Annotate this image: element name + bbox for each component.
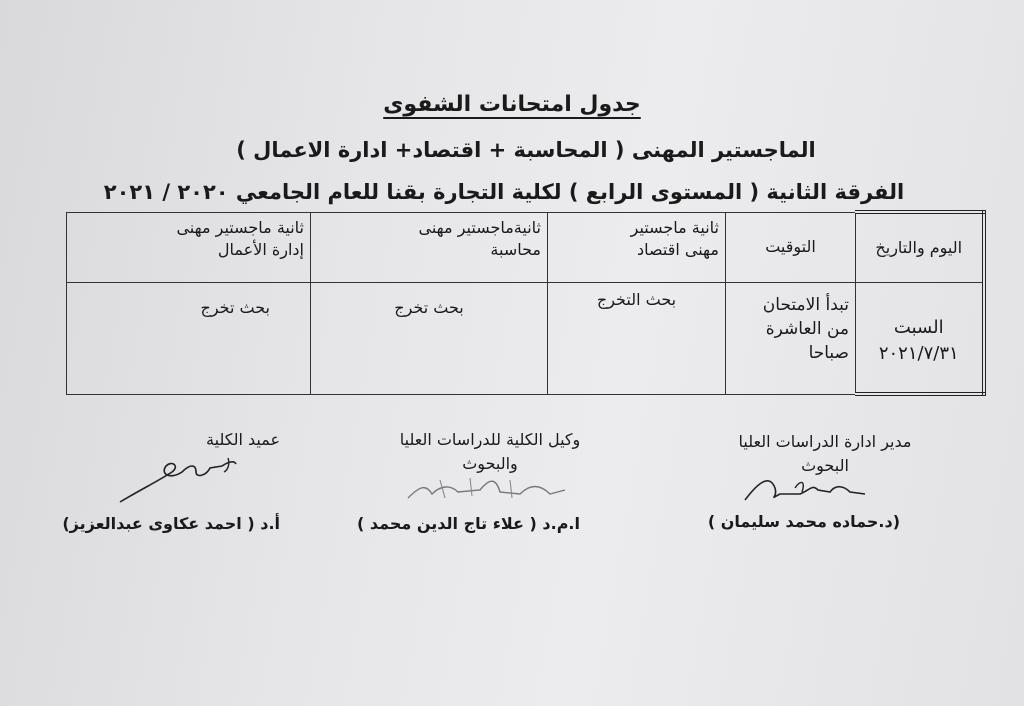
table-header-row: [67, 212, 984, 283]
signature-role: عميد الكلية: [206, 430, 280, 449]
cell-economics-text: بحث التخرج: [596, 290, 677, 309]
cell-day-date-text: السبت ٢٠٢١/٧/٣١: [878, 316, 959, 364]
header-accounting-text: ثانيةماجستير مهنى محاسبة: [418, 217, 541, 259]
document-title-text: جدول امتحانات الشفوى: [383, 92, 641, 117]
header-business-text: ثانية ماجستير مهنى إدارة الأعمال: [176, 217, 304, 259]
handwritten-signature-icon: [740, 470, 870, 510]
header-business: [67, 212, 311, 283]
signature-role: وكيل الكلية للدراسات العليا والبحوث: [399, 430, 581, 473]
signatory-name: ا.م.د ( علاء تاج الدين محمد ): [357, 514, 580, 533]
exam-schedule-table: [66, 210, 986, 396]
header-timing-text: التوقيت: [765, 237, 816, 257]
handwritten-signature-icon: [110, 450, 250, 510]
signature-block-dean: [50, 428, 290, 533]
cell-timing: [726, 283, 856, 395]
signature-block-vice-dean: [357, 428, 600, 533]
program-line: الماجستير المهنى ( المحاسبة + اقتصاد+ ادارة الاعمال ): [236, 138, 816, 162]
cell-accounting: [311, 283, 548, 395]
signature-block-graduate-director: [700, 430, 950, 531]
cell-business: [67, 283, 311, 395]
table-row: [67, 283, 984, 395]
header-day-date: [856, 212, 984, 283]
signatory-name: (د.حماده محمد سليمان ): [707, 512, 900, 531]
signatory-name: أ.د ( احمد عكاوى عبدالعزيز): [62, 514, 280, 533]
cell-day-date: [856, 283, 984, 395]
document-title: [0, 92, 1024, 117]
header-day-date-text: اليوم والتاريخ: [875, 238, 963, 257]
header-economics-text: ثانية ماجستير مهنى اقتصاد: [630, 217, 719, 259]
header-accounting: [311, 212, 548, 283]
cell-economics: [548, 283, 726, 395]
stamp-signature-icon: [400, 468, 570, 508]
cell-accounting-text: بحث تخرج: [394, 298, 464, 317]
cell-timing-text: تبدأ الامتحان من العاشرة صباحا: [762, 295, 849, 363]
header-timing: [726, 212, 856, 283]
signature-role: مدير ادارة الدراسات العليا البحوث: [738, 432, 912, 475]
cell-business-text: بحث تخرج: [200, 298, 270, 317]
level-line: الفرقة الثانية ( المستوى الرابع ) لكلية التجارة بقنا للعام الجامعي ٢٠٢٠ / ٢٠٢١: [103, 180, 905, 204]
header-economics: [548, 212, 726, 283]
